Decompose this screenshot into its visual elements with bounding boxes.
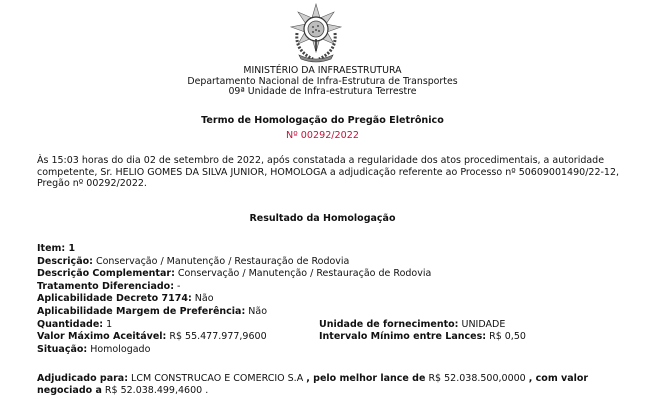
intervalo-value: R$ 0,50 xyxy=(489,331,526,343)
document-title: Termo de Homologação do Pregão Eletrônico xyxy=(201,115,444,126)
result-section-title: Resultado da Homologação xyxy=(249,213,396,224)
document-header xyxy=(0,66,645,98)
descricao-complementar-label: Descrição Complementar: xyxy=(37,268,175,280)
adjudicado-mid2: , com valor negociado a xyxy=(37,373,589,396)
adjudicado-end: . xyxy=(205,384,209,396)
unit-name: 09ª Unidade de Infra-estrutura Terrestre xyxy=(228,86,417,97)
document-number: Nº 00292/2022 xyxy=(286,130,359,141)
margem-label: Aplicabilidade Margem de Preferência: xyxy=(37,305,246,317)
situacao-value: Homologado xyxy=(90,343,151,355)
unidade-value: UNIDADE xyxy=(461,318,506,330)
decreto-value: Não xyxy=(194,293,214,305)
valor-maximo-label: Valor Máximo Aceitável: xyxy=(37,331,167,343)
adjudicado-negociado-value: R$ 52.038.499,4600 xyxy=(104,384,203,396)
quantidade-value: 1 xyxy=(106,318,113,330)
adjudicado-lance-value: R$ 52.038.500,0000 xyxy=(428,373,526,384)
descricao-complementar-value: Conservação / Manutenção / Restauração de Rodovia xyxy=(177,268,432,280)
tratamento-label: Tratamento Diferenciado: xyxy=(37,280,174,292)
adjudicado-label: Adjudicado para: xyxy=(37,373,129,384)
tratamento-value: - xyxy=(177,280,181,292)
ministry-name: MINISTÉRIO DA INFRAESTRUTURA xyxy=(243,65,402,76)
brazil-coat-of-arms-icon xyxy=(287,3,345,63)
adjudication-text xyxy=(37,373,627,396)
unidade-label: Unidade de fornecimento: xyxy=(319,318,459,330)
adjudicado-company: LCM CONSTRUCAO E COMERCIO S.A xyxy=(131,373,304,384)
intervalo-label: Intervalo Mínimo entre Lances: xyxy=(319,331,487,343)
margem-value: Não xyxy=(248,305,268,317)
descricao-label: Descrição: xyxy=(37,255,93,267)
department-name: Departamento Nacional de Infra-Estrutura de Transportes xyxy=(187,75,458,87)
valor-maximo-value: R$ 55.477.977,9600 xyxy=(169,331,267,343)
decreto-label: Aplicabilidade Decreto 7174: xyxy=(37,293,192,305)
situacao-label: Situação: xyxy=(37,343,88,355)
descricao-value: Conservação / Manutenção / Restauração de Rodovia xyxy=(95,255,350,267)
item-label: Item: 1 xyxy=(37,243,76,254)
quantidade-label: Quantidade: xyxy=(37,318,104,330)
adjudicado-mid1: , pelo melhor lance de xyxy=(306,373,426,384)
homologation-paragraph: Às 15:03 horas do dia 02 de setembro de 2022, após constatada a regularidade dos atos procedimentais, a autoridade competente, Sr. HELIO GOMES DA SILVA JUNIOR, HOMOLOGA a adjudicação referente ao Processo nº 50609001490/22-12, Pregão nº 00292/2022. xyxy=(37,155,620,190)
item-details xyxy=(37,243,637,356)
